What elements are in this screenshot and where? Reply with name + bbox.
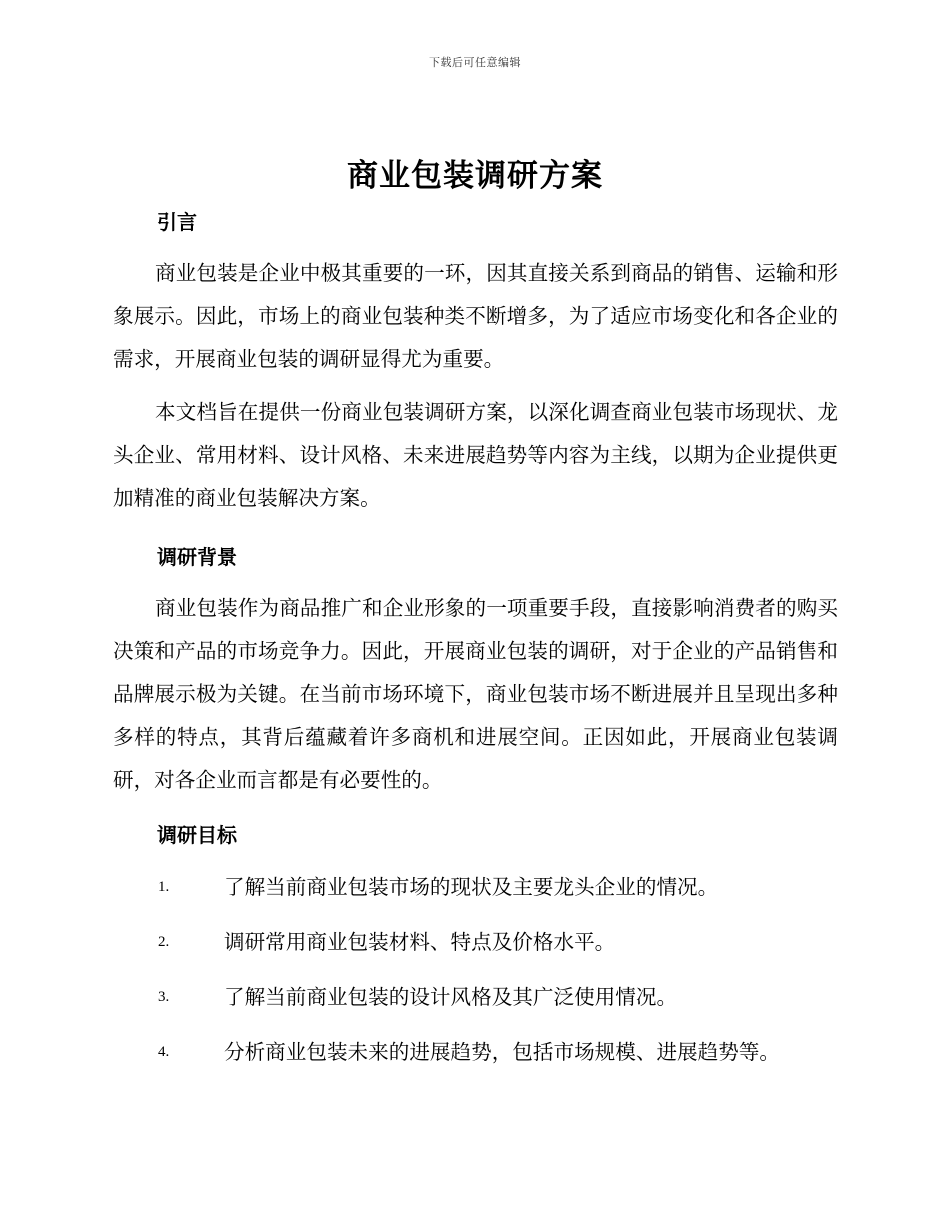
list-item-text: 了解当前商业包装市场的现状及主要龙头企业的情况。 bbox=[224, 875, 719, 899]
list-item bbox=[158, 1037, 858, 1067]
section-heading-objectives: 调研目标 bbox=[157, 823, 237, 847]
header-watermark: 下载后可任意编辑 bbox=[429, 56, 521, 69]
paragraph-background-1: 商业包装作为商品推广和企业形象的一项重要手段，直接影响消费者的购买决策和产品的市场竞争力。因此，开展商业包装的调研，对于企业的产品销售和品牌展示极为关键。在当前市场环境下，商业包装市场不断进展并且呈现出多种多样的特点，其背后蕴藏着许多商机和进展空间。正因如此，开展商业包装调研，对各企业而言都是有必要性的。 bbox=[113, 596, 838, 792]
section-heading-background: 调研背景 bbox=[157, 545, 237, 569]
list-item-number: 2. bbox=[158, 934, 170, 950]
list-item-number: 3. bbox=[158, 989, 170, 1005]
list-item-text: 分析商业包装未来的进展趋势，包括市场规模、进展趋势等。 bbox=[224, 1040, 781, 1064]
document-title: 商业包装调研方案 bbox=[347, 158, 603, 194]
paragraph-introduction-1: 商业包装是企业中极其重要的一环，因其直接关系到商品的销售、运输和形象展示。因此，市场上的商业包装种类不断增多，为了适应市场变化和各企业的需求，开展商业包装的调研显得尤为重要。 bbox=[113, 261, 838, 371]
list-item bbox=[158, 982, 858, 1012]
section-heading-introduction: 引言 bbox=[157, 210, 197, 234]
list-item-number: 1. bbox=[158, 879, 170, 895]
paragraph-introduction-2: 本文档旨在提供一份商业包装调研方案，以深化调查商业包装市场现状、龙头企业、常用材料、设计风格、未来进展趋势等内容为主线，以期为企业提供更加精准的商业包装解决方案。 bbox=[113, 400, 838, 510]
list-item-text: 调研常用商业包装材料、特点及价格水平。 bbox=[224, 930, 616, 954]
list-item-number: 4. bbox=[158, 1044, 170, 1060]
list-item bbox=[158, 927, 858, 957]
list-item bbox=[158, 872, 858, 902]
list-item-text: 了解当前商业包装的设计风格及其广泛使用情况。 bbox=[224, 985, 678, 1009]
